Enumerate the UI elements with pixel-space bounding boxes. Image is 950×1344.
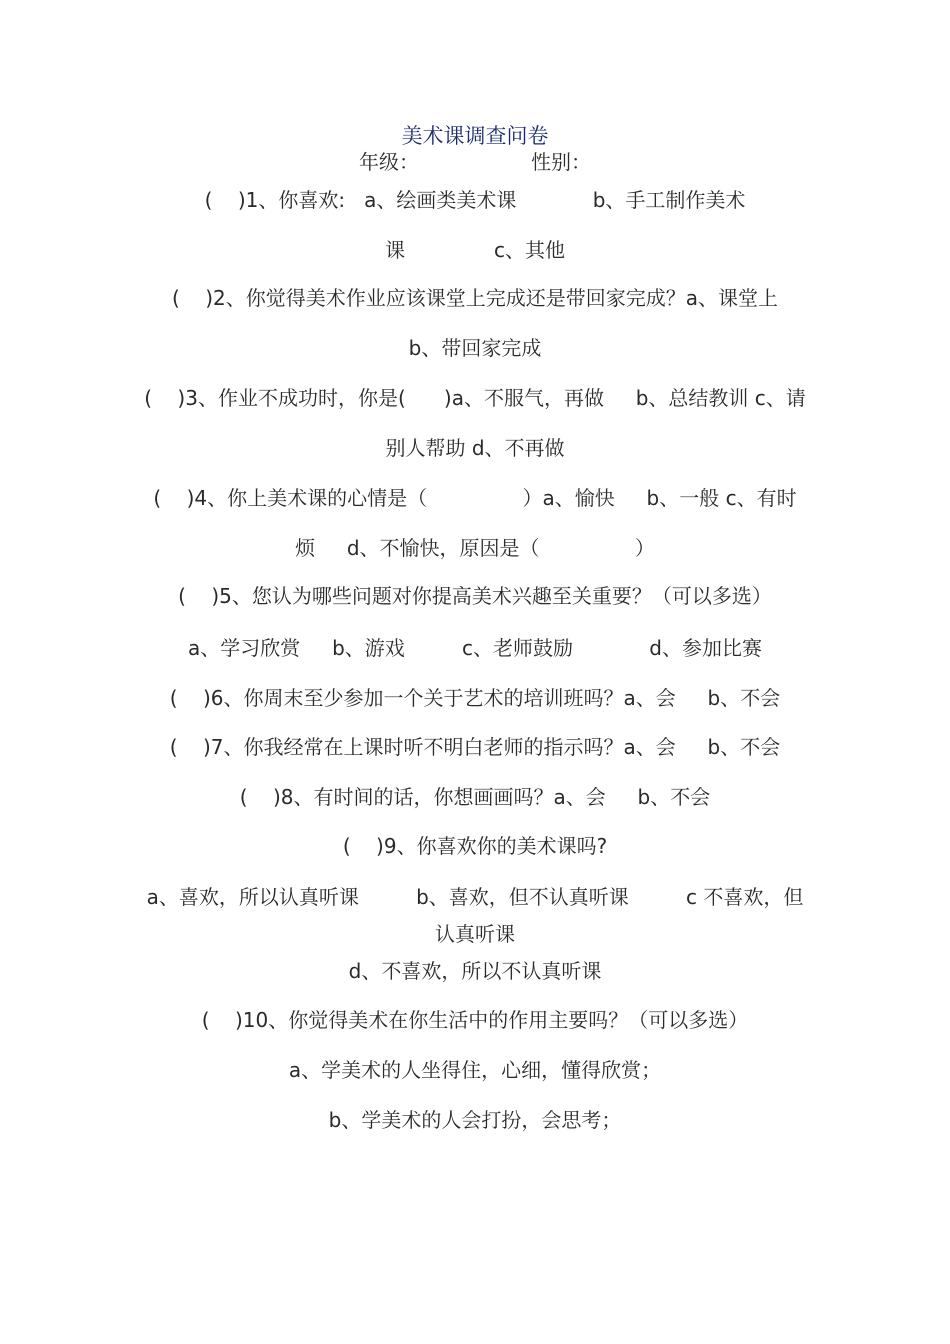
question-9-line-1: ( )9、你喜欢你的美术课吗? (342, 834, 608, 858)
question-3-line-1: ( )3、作业不成功时，你是( )a、不服气，再做 b、总结教训 c、请 (144, 386, 806, 410)
question-9-option-d: d、不喜欢，所以不认真听课 (348, 959, 602, 983)
question-5-line-1: ( )5、您认为哪些问题对你提高美术兴趣至关重要？（可以多选） (178, 584, 772, 608)
header-fields (0, 148, 950, 176)
question-5-options: a、学习欣赏 b、游戏 c、老师鼓励 d、参加比赛 (188, 636, 762, 660)
question-4-line-2: 烦 d、不愉快，原因是（ ） (295, 536, 655, 560)
page-title: 美术课调查问卷 (401, 124, 549, 148)
question-10-line-1: ( )10、你觉得美术在你生活中的作用主要吗？（可以多选） (201, 1008, 749, 1032)
question-10-option-a: a、学美术的人坐得住，心细，懂得欣赏； (288, 1058, 662, 1082)
gender-label: 性别： (531, 150, 591, 174)
question-1-line-2: 课 c、其他 (385, 238, 565, 262)
question-2-line-1: ( )2、你觉得美术作业应该课堂上完成还是带回家完成？a、课堂上 (171, 286, 778, 310)
question-6-line-1: ( )6、你周末至少参加一个关于艺术的培训班吗？a、会 b、不会 (169, 686, 781, 710)
question-3-line-2: 别人帮助 d、不再做 (385, 436, 565, 460)
question-1-line-1: ( )1、你喜欢: a、绘画类美术课 b、手工制作美术 (204, 188, 746, 212)
question-9-options: a、喜欢，所以认真听课 b、喜欢，但不认真听课 c 不喜欢，但 (146, 885, 804, 909)
question-7-line-1: ( )7、你我经常在上课时听不明白老师的指示吗？a、会 b、不会 (169, 735, 781, 759)
question-9-options-cont: 认真听课 (435, 922, 515, 946)
grade-label: 年级： (359, 150, 419, 174)
question-8-line-1: ( )8、有时间的话，你想画画吗？a、会 b、不会 (239, 785, 711, 809)
question-2-line-2: b、带回家完成 (408, 336, 542, 360)
question-10-option-b: b、学美术的人会打扮，会思考； (328, 1108, 622, 1132)
question-4-line-1: ( )4、你上美术课的心情是（ ）a、愉快 b、一般 c、有时 (153, 486, 797, 510)
